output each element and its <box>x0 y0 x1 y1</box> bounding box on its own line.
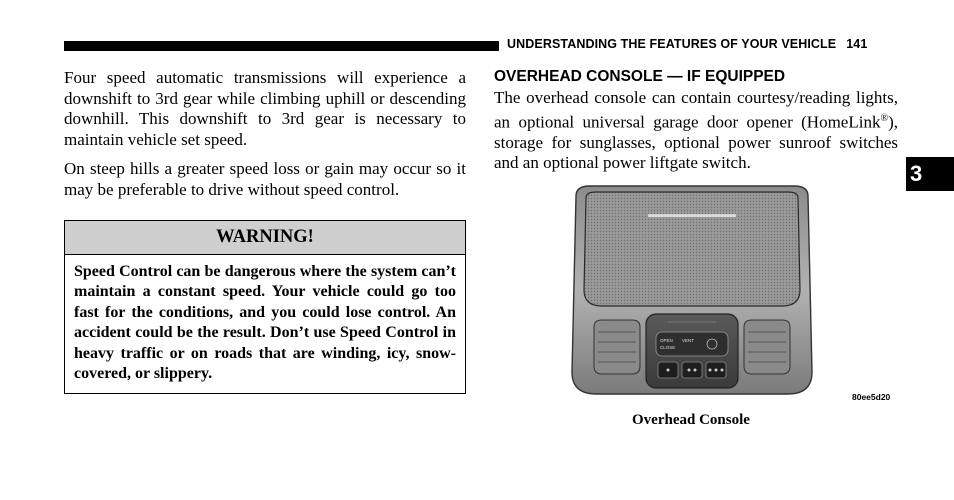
open-label: OPEN <box>660 338 673 343</box>
warning-title: WARNING! <box>65 221 465 255</box>
figure-code: 80ee5d20 <box>852 392 891 402</box>
paragraph-text-part-2: ), storage for sunglasses, optional power sunroof switches and an optional power liftgate switch. <box>494 112 898 173</box>
chapter-tab: 3 <box>906 157 954 191</box>
overhead-console-illustration <box>566 182 818 398</box>
paragraph-text-part-1: The overhead console can contain courtesy/reading lights, an optional universal garage door opener (HomeLink <box>494 88 898 132</box>
page-number: 141 <box>846 37 868 51</box>
warning-box <box>64 220 466 394</box>
paragraph-steep-hills: On steep hills a greater speed loss or gain may occur so it may be preferable to drive without speed control. <box>64 159 466 199</box>
registered-mark: ® <box>880 112 889 124</box>
warning-text: Speed Control can be dangerous where the system can’t maintain a constant speed. Your vehicle could go too fast for the conditions, and you could lose control. An accident could be the result. Don’t use Speed Control in heavy traffic or on roads that are winding, icy, snow-covered, or slippery. <box>74 263 456 383</box>
paragraph-downshift: Four speed automatic transmissions will experience a downshift to 3rd gear while climbing uphill or descending downhill. This downshift to 3rd gear is necessary to maintain vehicle set speed. <box>64 68 466 149</box>
section-heading: OVERHEAD CONSOLE — IF EQUIPPED <box>494 68 786 85</box>
close-label: CLOSE <box>660 345 676 350</box>
vent-label: VENT <box>682 338 695 343</box>
running-header <box>507 37 897 51</box>
figure-caption: Overhead Console <box>632 412 750 428</box>
header-title: UNDERSTANDING THE FEATURES OF YOUR VEHICLE <box>507 37 837 51</box>
paragraph-overhead-console <box>494 88 898 174</box>
header-rule <box>64 41 499 51</box>
